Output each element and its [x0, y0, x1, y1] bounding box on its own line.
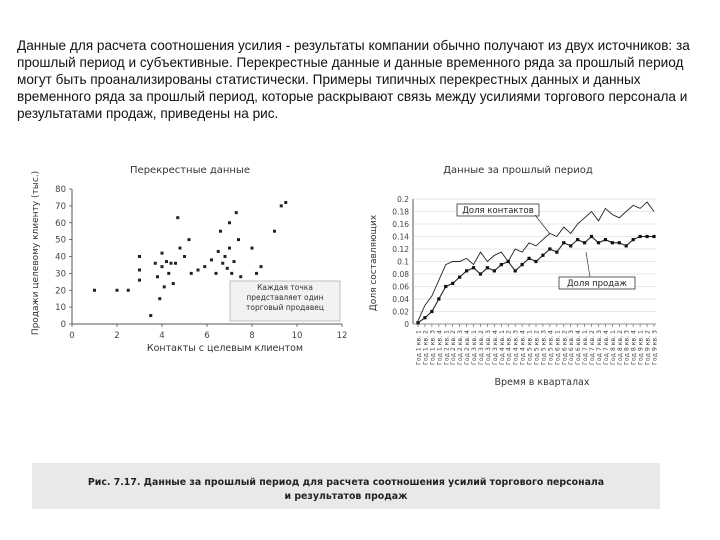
series-sales-marker	[437, 297, 440, 300]
series-sales-marker	[583, 241, 586, 244]
line-x-tick-label: Год 1 кв. 3	[429, 330, 437, 365]
scatter-point	[215, 272, 218, 275]
scatter-x-tick-label: 12	[336, 331, 348, 341]
scatter-x-tick-label: 6	[204, 331, 210, 341]
line-x-tick-label: Год 7 кв. 2	[589, 330, 597, 365]
scatter-point	[226, 267, 229, 270]
line-x-tick-label: Год 4 кв. 4	[519, 330, 527, 365]
scatter-point	[176, 216, 179, 219]
scatter-point	[237, 238, 240, 241]
scatter-point	[210, 258, 213, 261]
series-sales-marker	[639, 235, 642, 238]
line-series	[416, 202, 655, 324]
line-y-tick-label: 0.2	[397, 195, 409, 204]
scatter-x-tick-label: 4	[159, 331, 165, 341]
scatter-point	[224, 255, 227, 258]
line-y-tick-label: 0.1	[397, 257, 409, 267]
scatter-point	[197, 269, 200, 272]
series-sales-marker	[569, 244, 572, 247]
line-x-tick-label: Год 1 кв. 4	[436, 330, 444, 365]
line-x-tick-label: Год 7 кв. 4	[602, 330, 610, 365]
series-sales-marker	[645, 235, 648, 238]
series-sales-marker	[514, 269, 517, 272]
scatter-point	[138, 279, 141, 282]
line-x-tick-label: Год 6 кв. 1	[554, 330, 562, 365]
scatter-point	[280, 204, 283, 207]
line-x-tick-label: Год 6 кв. 4	[575, 330, 583, 365]
line-chart	[369, 165, 659, 388]
intro-paragraph: Данные для расчета соотношения усилия - результаты компании обычно получают из двух источников: за прошлый период и субъективные. Перекрестные данные и данные временного ряда за прошлый период могут быть проанализированы статистически. Примеры типичных перекрестных данных и данных временного ряда за прошлый период, которые раскрывают связь между усилиями торгового персонала и результатами продаж, приведены на рис.	[17, 38, 690, 121]
line-x-tick-label: Год 5 кв. 3	[540, 330, 548, 365]
scatter-y-tick-label: 70	[55, 201, 66, 212]
scatter-point	[228, 247, 231, 250]
scatter-point	[172, 282, 175, 285]
scatter-point	[260, 265, 263, 268]
series-sales-marker	[632, 238, 635, 241]
scatter-point	[174, 262, 177, 265]
line-x-tick-label: Год 3 кв. 1	[471, 330, 479, 365]
series-sales-marker	[548, 247, 551, 250]
line-y-tick-label: 0.08	[392, 270, 409, 279]
scatter-annotation: Каждая точка представляет один торговый продавец	[245, 283, 325, 312]
scatter-x-label: Контакты с целевым клиентом	[146, 343, 304, 354]
scatter-point	[203, 265, 206, 268]
figure-caption-line1: Рис. 7.17. Данные за прошлый период для расчета соотношения усилий торгового персонала	[87, 477, 605, 488]
line-x-tick-label: Год 4 кв. 1	[498, 330, 506, 365]
series-sales-marker	[472, 266, 475, 269]
series-sales-marker	[527, 257, 530, 260]
series-sales-marker	[444, 285, 447, 288]
legend-sales-leader	[586, 252, 590, 277]
scatter-point	[158, 297, 161, 300]
line-y-tick-label: 0.04	[392, 295, 409, 304]
series-sales-marker	[423, 316, 426, 319]
scatter-point	[284, 201, 287, 204]
scatter-y-label: Продажи целевому клиенту (тыс.)	[31, 170, 41, 336]
scatter-x-tick-label: 10	[291, 331, 303, 341]
line-y-tick-label: 0	[404, 320, 409, 329]
series-sales-marker	[597, 241, 600, 244]
line-x-tick-label: Год 5 кв. 1	[526, 330, 534, 365]
scatter-point	[93, 289, 96, 292]
series-sales-marker	[430, 310, 433, 313]
scatter-point	[217, 250, 220, 253]
line-x-tick-label: Год 8 кв. 4	[630, 330, 638, 365]
scatter-point	[239, 275, 242, 278]
scatter-point	[127, 289, 130, 292]
series-sales-marker	[507, 260, 510, 263]
line-x-tick-label: Год 3 кв. 2	[477, 330, 485, 365]
scatter-point	[116, 289, 119, 292]
scatter-point	[190, 272, 193, 275]
line-x-tick-label: Год 9 кв. 1	[637, 330, 645, 365]
line-x-tick-label: Год 1 кв. 2	[422, 330, 430, 365]
scatter-point	[138, 255, 141, 258]
series-sales-marker	[521, 263, 524, 266]
series-sales-marker	[625, 244, 628, 247]
series-sales-marker	[500, 263, 503, 266]
line-x-tick-label: Год 1 кв. 1	[415, 330, 423, 365]
series-sales-marker	[618, 241, 621, 244]
series-sales-marker	[555, 251, 558, 254]
scatter-point	[233, 260, 236, 263]
scatter-y-tick-label: 30	[55, 269, 66, 280]
line-title: Данные за прошлый период	[443, 165, 593, 176]
scatter-y-tick-label: 20	[55, 286, 66, 297]
series-sales-marker	[541, 254, 544, 257]
scatter-annotation-wrapper	[232, 283, 338, 321]
scatter-point	[170, 262, 173, 265]
scatter-chart	[31, 165, 347, 354]
legend-sales-label: Доля продаж	[567, 279, 627, 289]
scatter-x-tick-label: 2	[114, 331, 120, 341]
series-sales-marker	[465, 269, 468, 272]
scatter-point	[235, 211, 238, 214]
scatter-y-tick-label: 10	[55, 303, 66, 314]
series-sales-marker	[486, 266, 489, 269]
line-y-tick-label: 0.06	[392, 282, 409, 292]
series-sales-marker	[479, 272, 482, 275]
scatter-point	[251, 247, 254, 250]
line-y-tick-label: 0.02	[392, 307, 409, 317]
line-x-tick-label: Год 7 кв. 1	[582, 330, 590, 365]
line-y-label: Доля составляющих	[369, 214, 379, 312]
line-y-tick-label: 0.12	[392, 245, 409, 254]
scatter-point	[154, 262, 157, 265]
scatter-point	[149, 314, 152, 317]
scatter-point	[163, 285, 166, 288]
scatter-point	[219, 230, 222, 233]
legend-contacts-leader	[535, 215, 550, 234]
series-sales-marker	[562, 241, 565, 244]
series-sales-marker	[576, 238, 579, 241]
scatter-title: Перекрестные данные	[130, 165, 250, 176]
scatter-y-ticks	[55, 185, 72, 330]
line-x-tick-label: Год 3 кв. 3	[484, 330, 492, 365]
line-x-tick-label: Год 2 кв. 4	[464, 330, 472, 365]
scatter-x-tick-label: 8	[249, 331, 255, 341]
scatter-y-tick-label: 80	[55, 185, 66, 195]
legend-contacts-label: Доля контактов	[462, 206, 534, 216]
line-x-ticks	[416, 324, 659, 365]
line-x-tick-label: Год 2 кв. 1	[443, 330, 451, 365]
series-sales-marker	[458, 276, 461, 279]
scatter-point	[165, 260, 168, 263]
line-x-tick-label: Год 8 кв. 2	[616, 330, 624, 365]
line-x-tick-label: Год 3 кв. 4	[491, 330, 499, 365]
line-x-tick-label: Год 4 кв. 3	[512, 330, 520, 365]
scatter-point	[161, 265, 164, 268]
line-x-tick-label: Год 6 кв. 3	[568, 330, 576, 365]
series-sales-marker	[652, 235, 655, 238]
series-sales-marker	[604, 238, 607, 241]
line-x-tick-label: Год 5 кв. 2	[533, 330, 541, 365]
line-x-tick-label: Год 2 кв. 2	[450, 330, 458, 365]
line-x-tick-label: Год 7 кв. 3	[595, 330, 603, 365]
series-sales-marker	[534, 260, 537, 263]
series-sales-marker	[590, 235, 593, 238]
line-y-tick-label: 0.18	[392, 207, 409, 217]
series-sales-marker	[416, 321, 419, 324]
scatter-point	[230, 272, 233, 275]
series-sales-marker	[493, 269, 496, 272]
scatter-x-ticks	[69, 324, 347, 341]
line-x-tick-label: Год 8 кв. 1	[609, 330, 617, 365]
figure-svg	[30, 153, 662, 515]
line-y-tick-label: 0.14	[392, 232, 409, 242]
line-x-tick-label: Год 5 кв. 4	[547, 330, 555, 365]
scatter-point	[228, 221, 231, 224]
scatter-point	[183, 255, 186, 258]
line-x-tick-label: Год 8 кв. 3	[623, 330, 631, 365]
scatter-y-tick-label: 50	[55, 235, 66, 246]
series-sales-marker	[611, 241, 614, 244]
line-x-tick-label: Год 2 кв. 3	[457, 330, 465, 365]
scatter-point	[273, 230, 276, 233]
line-x-tick-label: Год 4 кв. 2	[505, 330, 513, 365]
line-x-tick-label: Год 6 кв. 2	[561, 330, 569, 365]
line-x-tick-label: Год 9 кв. 3	[651, 330, 659, 365]
scatter-y-tick-label: 60	[55, 218, 66, 229]
line-x-tick-label: Год 9 кв. 2	[644, 330, 652, 365]
scatter-point	[188, 238, 191, 241]
scatter-point	[179, 247, 182, 250]
scatter-x-tick-label: 0	[69, 331, 75, 341]
scatter-point	[221, 262, 224, 265]
scatter-y-tick-label: 0	[60, 320, 66, 330]
figure	[30, 153, 662, 515]
scatter-point	[255, 272, 258, 275]
line-y-tick-label: 0.16	[392, 220, 409, 229]
scatter-point	[161, 252, 164, 255]
line-x-label: Время в кварталах	[494, 377, 590, 388]
scatter-point	[138, 269, 141, 272]
scatter-y-tick-label: 40	[55, 252, 66, 263]
figure-caption-line2: и результатов продаж	[284, 491, 408, 502]
scatter-point	[156, 275, 159, 278]
scatter-point	[167, 272, 170, 275]
series-sales-marker	[451, 282, 454, 285]
